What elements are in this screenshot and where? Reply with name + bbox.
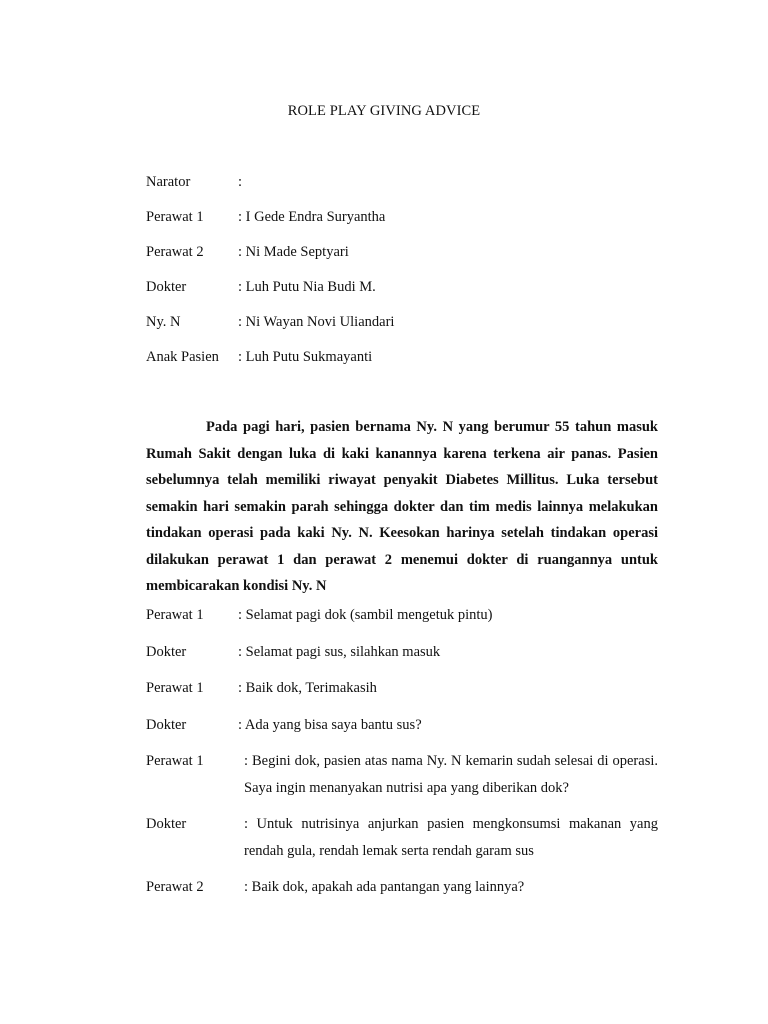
dialog-row [146,811,658,864]
dialog-row [146,675,658,702]
dialog-speaker: Perawat 1 [146,607,204,623]
narrative-paragraph: Pada pagi hari, pasien bernama Ny. N yang berumur 55 tahun masuk Rumah Sakit dengan luka di kaki kanannya karena terkena air panas. Pasien sebelumnya telah memiliki riwayat penyakit Diabetes Millitus. Luka tersebut semakin hari semakin parah sehingga dokter dan tim medis lainnya melakukan tindakan operasi pada kaki Ny. N. Keesokan harinya setelah tindakan operasi dilakukan perawat 1 dan perawat 2 menemui dokter di ruangannya untuk membicarakan kondisi Ny. N [146,419,658,594]
dialog-speaker: Dokter [146,816,187,832]
cast-row [146,348,666,383]
cast-list [146,173,666,383]
dialog-row [146,874,658,901]
cast-name: : Ni Wayan Novi Uliandari [238,314,395,330]
dialog-speaker: Perawat 2 [146,879,204,895]
cast-name: : [238,174,243,190]
dialog-line: : Ada yang bisa saya bantu sus? [238,716,422,733]
dialog-speaker: Dokter [146,716,187,733]
document-title: ROLE PLAY GIVING ADVICE [287,103,481,119]
cast-name: : Luh Putu Sukmayanti [238,349,373,365]
dialog-line: : Begini dok, pasien atas nama Ny. N kemarin sudah selesai di operasi. Saya ingin menanyakan nutrisi apa yang diberikan dok? [244,753,658,796]
cast-role: Perawat 1 [146,209,204,225]
cast-name: : Ni Made Septyari [238,244,349,260]
dialog-line: : Baik dok, Terimakasih [238,680,377,696]
dialog-line: : Untuk nutrisinya anjurkan pasien mengkonsumsi makanan yang rendah gula, rendah lemak serta rendah garam sus [244,816,658,859]
dialog-list [146,602,658,911]
cast-role: Perawat 2 [146,244,204,260]
cast-role: Narator [146,174,191,190]
dialog-speaker: Dokter [146,643,187,660]
cast-role: Dokter [146,279,187,295]
dialog-line: : Selamat pagi sus, silahkan masuk [238,643,441,660]
dialog-row [146,602,658,629]
cast-row [146,208,666,243]
dialog-speaker: Perawat 1 [146,680,204,696]
cast-name: : Luh Putu Nia Budi M. [238,279,376,295]
dialog-row [146,712,658,739]
dialog-row [146,639,658,666]
cast-row [146,173,666,208]
dialog-line: : Baik dok, apakah ada pantangan yang lainnya? [244,879,525,895]
dialog-speaker: Perawat 1 [146,753,204,769]
cast-role: Anak Pasien [146,349,219,365]
dialog-row [146,748,658,801]
cast-name: : I Gede Endra Suryantha [238,209,386,225]
cast-row [146,313,666,348]
dialog-line: : Selamat pagi dok (sambil mengetuk pintu) [238,607,493,623]
cast-row [146,243,666,278]
cast-role: Ny. N [146,314,181,330]
cast-row [146,278,666,313]
